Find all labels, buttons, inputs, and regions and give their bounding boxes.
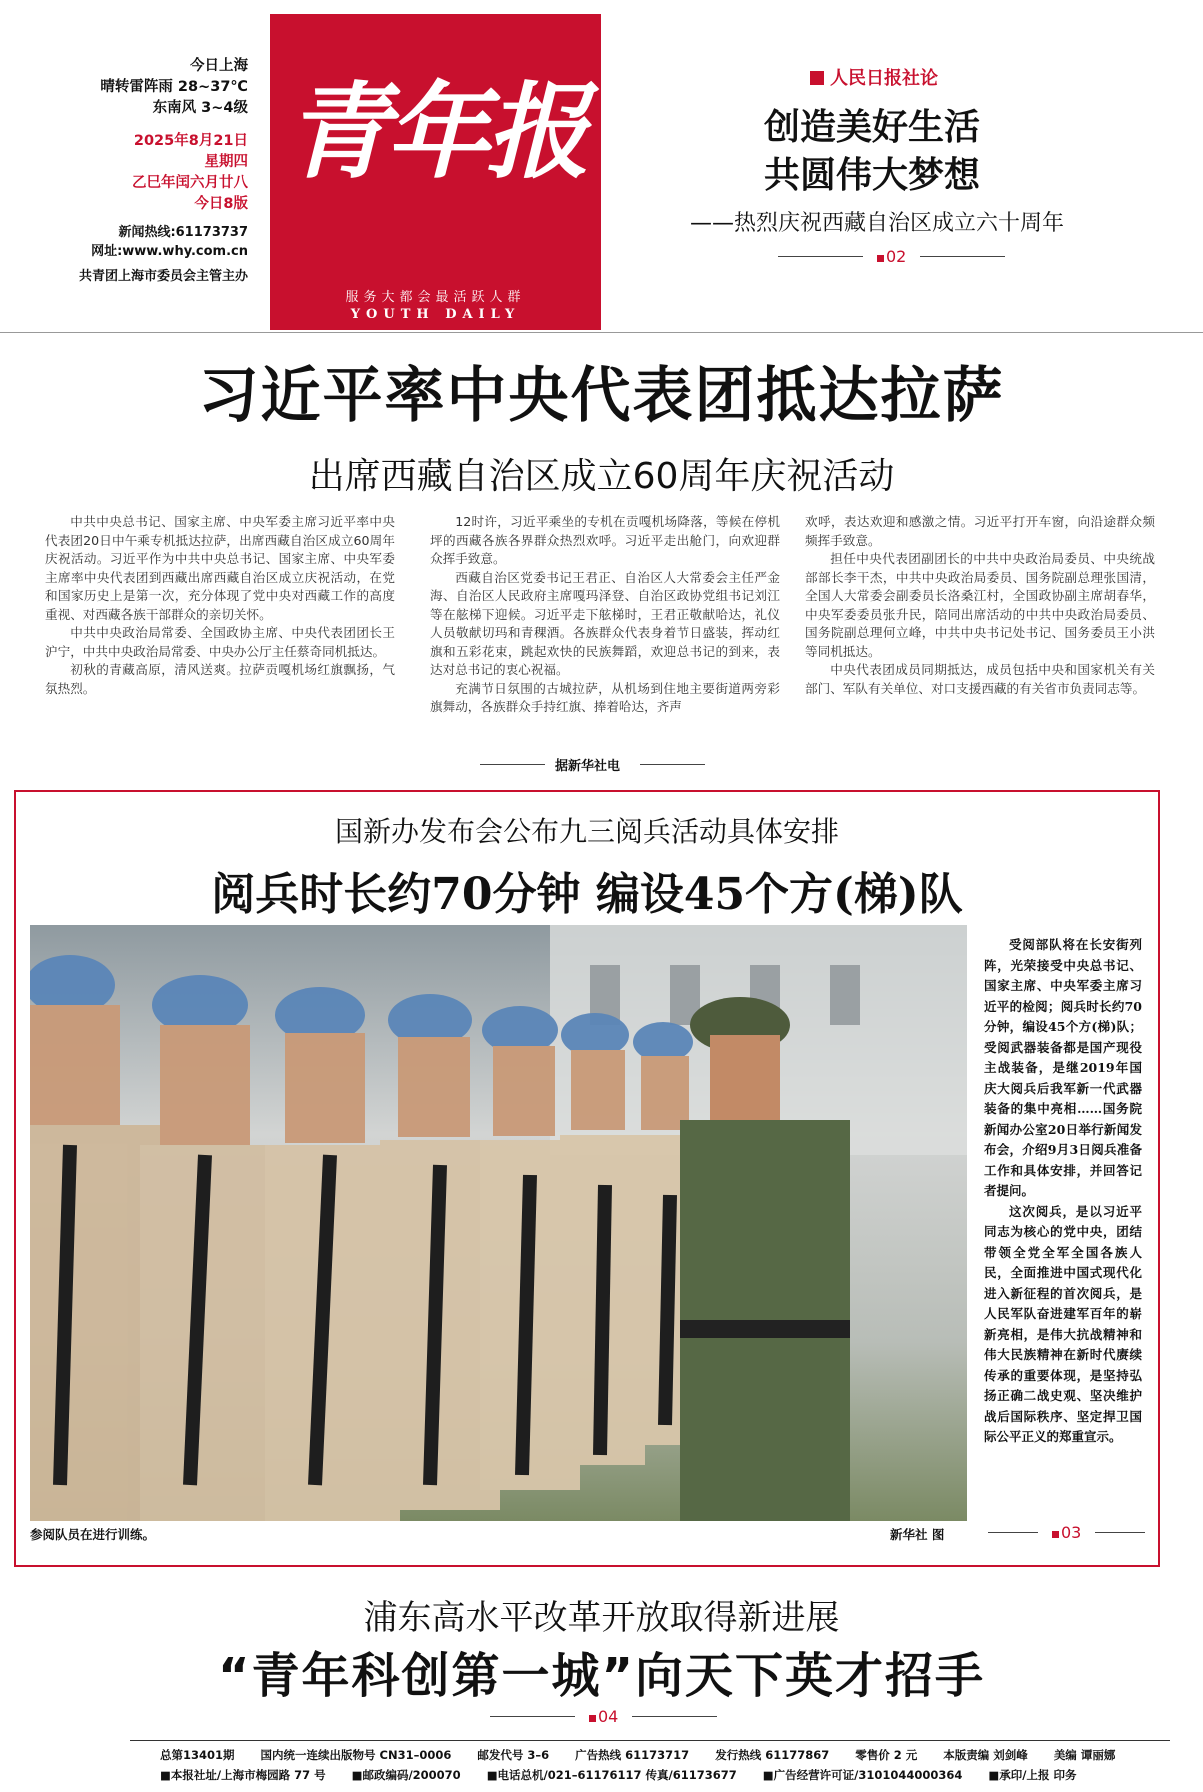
soldiers-photo-illustration	[30, 925, 967, 1521]
paragraph: 12时许，习近平乘坐的专机在贡嘎机场降落，等候在停机坪的西藏各族各界群众热烈欢呼。习近平走出舱门，向欢迎群众挥手致意。	[430, 514, 780, 566]
parade-headline[interactable]: 阅兵时长约70分钟 编设45个方(梯)队	[211, 869, 963, 920]
divider	[778, 256, 863, 257]
lead-column-1	[45, 513, 395, 698]
paragraph: 欢呼，表达欢迎和感激之情。习近平打开车窗，向沿途群众频频挥手致意。	[805, 514, 1155, 548]
paragraph: 初秋的青藏高原，清风送爽。拉萨贡嘎机场红旗飘扬，气氛热烈。	[45, 662, 395, 696]
logo-text: 青年报	[285, 70, 586, 193]
parade-body	[984, 935, 1142, 1448]
address: ■本报社址/上海市梅园路 77 号	[160, 1768, 326, 1782]
page-number: 03	[1061, 1523, 1082, 1542]
square-icon	[1052, 1531, 1059, 1538]
pudong-page-ref[interactable]	[490, 1707, 717, 1726]
lead-subhead: 出席西藏自治区成立60周年庆祝活动	[308, 456, 895, 497]
editorial-subtitle: ——热烈庆祝西藏自治区成立六十周年	[690, 211, 1065, 236]
paragraph: 受阅部队将在长安街列阵，光荣接受中央总书记、国家主席、中央军委主席习近平的检阅；阅兵时长约70分钟，编设45个方(梯)队；受阅武器装备都是国产现役主战装备，是继2019年国庆大阅兵后我军新一代武器装备的集中亮相……国务院新闻办公室20日举行新闻发布会，介绍9月3日阅兵准备工作和具体安排，并回答记者提问。	[984, 937, 1142, 1198]
issue-number: 总第13401期	[160, 1748, 235, 1762]
weekday: 星期四	[204, 154, 248, 170]
paragraph: 中共中央政治局常委、全国政协主席、中央代表团团长王沪宁，中共中央政治局常委、中央办公厅主任蔡奇同机抵达。	[45, 625, 395, 659]
masthead-info	[30, 56, 248, 286]
pudong-kicker: 浦东高水平改革开放取得新进展	[363, 1598, 840, 1638]
news-source: 据新华社电	[555, 759, 621, 774]
photo-caption: 参阅队员在进行训练。	[30, 1527, 156, 1542]
date: 2025年8月21日	[133, 133, 248, 149]
page-count: 今日8版	[194, 196, 248, 212]
distribution-hotline: 发行热线 61177867	[715, 1748, 830, 1762]
divider	[480, 764, 545, 765]
price: 零售价 2 元	[855, 1748, 918, 1762]
art-editor: 美编 谭丽娜	[1053, 1748, 1116, 1762]
lead-headline[interactable]: 习近平率中央代表团抵达拉萨	[198, 361, 1005, 431]
editorial-title-1: 创造美好生活	[764, 107, 981, 148]
editorial-block[interactable]	[690, 64, 1150, 266]
parade-page-ref[interactable]	[988, 1523, 1145, 1542]
paragraph: 西藏自治区党委书记王君正、自治区人大常委会主任严金海、自治区人民政府主席嘎玛泽登、自治区政协党组书记刘江等在舷梯下迎候。习近平走下舷梯时，王君正敬献哈达，礼仪人员敬献切玛和青稞酒。各族群众代表身着节日盛装，挥动红旗和五彩花束，跳起欢快的民族舞蹈，欢迎总书记的到来，表达对总书记的衷心祝福。	[430, 569, 780, 677]
website[interactable]: 网址:www.why.com.cn	[91, 244, 248, 259]
weather-desc: 晴转雷阵雨 28~37℃	[100, 79, 248, 95]
paragraph: 这次阅兵，是以习近平同志为核心的党中央，团结带领全党全军全国各族人民，全面推进中国式现代化进入新征程的首次阅兵，是人民军队奋进建军百年的崭新亮相，是伟大抗战精神和伟大民族精神在新时代赓续传承的重要体现，是坚持弘扬正确二战史观、坚决维护战后国际秩序、坚定捍卫国际公平正义的郑重宣示。	[984, 1203, 1142, 1444]
footer-divider	[130, 1740, 1170, 1741]
divider	[632, 1716, 717, 1717]
pudong-headline[interactable]: “青年科创第一城”向天下英才招手	[217, 1648, 986, 1704]
divider	[490, 1716, 575, 1717]
divider	[640, 764, 705, 765]
phone: ■电话总机/021–61176117 传真/61173677	[486, 1768, 737, 1782]
parade-kicker: 国新办发布会公布九三阅兵活动具体安排	[334, 815, 839, 848]
lunar-date: 乙巳年闰六月廿八	[132, 175, 248, 191]
page-number: 02	[886, 247, 907, 266]
paragraph: 充满节日氛围的古城拉萨，从机场到住地主要街道两旁彩旗舞动，各族群众手持红旗、捧着哈达，齐声	[430, 680, 780, 714]
divider	[988, 1532, 1038, 1533]
parade-photo[interactable]	[30, 925, 967, 1521]
photo-credit: 新华社 图	[890, 1527, 945, 1542]
square-icon	[589, 1715, 596, 1722]
slogan: 服务大都会最活跃人群	[345, 290, 526, 305]
footer-row-2	[160, 1767, 1160, 1783]
editorial-tag: 人民日报社论	[810, 64, 1150, 90]
printer: ■承印/上报 印务	[988, 1768, 1077, 1782]
editorial-title-2: 共圆伟大梦想	[764, 155, 981, 196]
hotline: 新闻热线:61173737	[118, 225, 248, 240]
zip-code: ■邮政编码/200070	[351, 1768, 461, 1782]
page-number: 04	[598, 1707, 619, 1726]
lead-column-3	[805, 513, 1155, 698]
license: ■广告经营许可证/3101044000364	[762, 1768, 963, 1782]
masthead-divider	[0, 332, 1203, 333]
paragraph: 中央代表团成员同期抵达，成员包括中央和国家机关有关部门、军队有关单位、对口支援西藏的有关省市负责同志等。	[805, 662, 1155, 696]
ad-hotline: 广告热线 61173717	[575, 1748, 690, 1762]
divider	[1095, 1532, 1145, 1533]
lead-column-2	[430, 513, 780, 717]
publisher: 共青团上海市委员会主管主办	[78, 269, 248, 284]
paragraph: 担任中央代表团副团长的中共中央政治局委员、中央统战部部长李干杰，中共中央政治局委员、国务院副总理张国清，全国人大常委会副委员长洛桑江村，全国政协副主席胡春华，中央军委委员张升民，陪同出席活动的中共中央政治局委员、国务院副总理何立峰，中共中央书记处书记、国务委员王小洪等同机抵达。	[805, 551, 1155, 659]
paragraph: 中共中央总书记、国家主席、中央军委主席习近平率中央代表团20日中午乘专机抵达拉萨，出席西藏自治区成立60周年庆祝活动。习近平作为中共中央总书记、国家主席、中央军委主席率中央代表团到西藏出席西藏自治区成立庆祝活动，在党和国家历史上是第一次，充分体现了党中央对西藏工作的高度重视、对西藏各族干部群众的亲切关怀。	[45, 514, 395, 622]
divider	[920, 256, 1005, 257]
wind: 东南风 3~4级	[152, 100, 248, 116]
logo-english: YOUTH DAILY	[350, 307, 521, 322]
editorial-page-ref[interactable]	[778, 247, 1150, 266]
weather-city: 今日上海	[190, 58, 248, 74]
newspaper-logo[interactable]	[270, 14, 601, 330]
footer-row-1	[160, 1747, 1160, 1763]
square-icon	[877, 255, 884, 262]
cn-number: 国内统一连续出版物号 CN31–0006	[260, 1748, 452, 1762]
editor: 本版责编 刘剑峰	[943, 1748, 1028, 1762]
postal-code: 邮发代号 3–6	[477, 1748, 550, 1762]
